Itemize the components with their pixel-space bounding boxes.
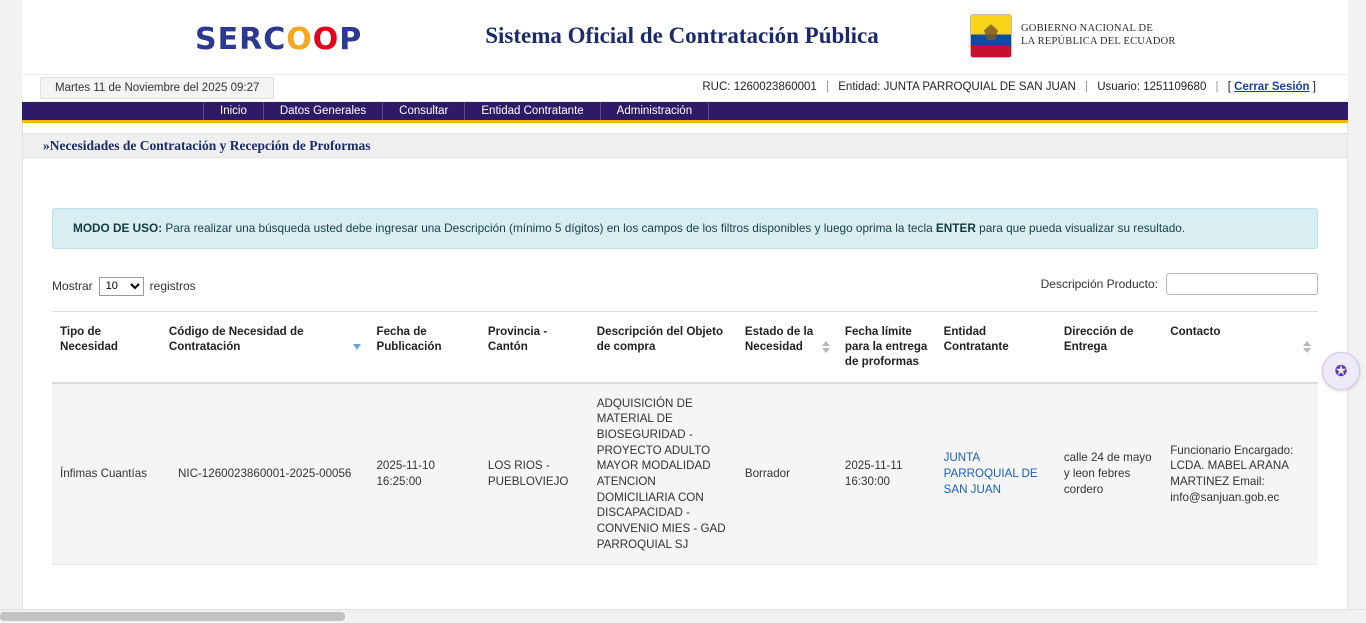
column-header-fecha-limite[interactable]: Fecha límite para la entrega de proformas	[837, 311, 936, 383]
user-label: Usuario:	[1097, 81, 1141, 93]
usage-notice-text-1: Para realizar una búsqueda usted debe ingresar una Descripción (mínimo 5 dígitos) en los campos de los filtros disponibles y luego oprima la tecla	[162, 221, 936, 235]
search-area	[1041, 273, 1318, 295]
cell-descripcion-objeto: ADQUISICIÓN DE MATERIAL DE BIOSEGURIDAD - PROYECTO ADULTO MAYOR MODALIDAD ATENCION DOMICILIARIA CON DISCAPACIDAD - CONVENIO MIES - GAD PARROQUIAL SJ	[589, 383, 737, 565]
nav-item-entidad-contratante[interactable]: Entidad Contratante	[465, 102, 600, 120]
session-details	[702, 81, 1316, 93]
logo-part-1: SERC	[195, 22, 287, 57]
session-info-bar	[22, 74, 1348, 102]
results-table	[52, 311, 1318, 566]
separator-2: |	[1085, 81, 1088, 93]
show-label: Mostrar	[52, 279, 93, 294]
column-header-contacto-label: Contacto	[1170, 324, 1221, 338]
cell-entidad-contratante[interactable]	[936, 383, 1056, 565]
page-size-select[interactable]	[99, 277, 144, 296]
page-title: Sistema Oficial de Contratación Pública	[485, 23, 879, 48]
entity-value: JUNTA PARROQUIAL DE SAN JUAN	[883, 81, 1076, 93]
cell-tipo-necesidad: Ínfimas Cuantías	[52, 383, 161, 565]
cell-codigo-necesidad: NIC-1260023860001-2025-00056	[161, 383, 369, 565]
entity-link[interactable]: JUNTA PARROQUIAL DE SAN JUAN	[943, 451, 1038, 496]
search-label: Descripción Producto:	[1040, 276, 1158, 291]
column-header-contacto[interactable]	[1162, 311, 1318, 383]
page-gutter-left	[0, 0, 23, 623]
site-header	[22, 0, 1348, 74]
horizontal-scrollbar-thumb[interactable]	[0, 612, 345, 621]
cell-contacto: Funcionario Encargado: LCDA. MABEL ARANA MARTINEZ Email: info@sanjuan.gob.ec	[1162, 383, 1318, 565]
column-header-provincia-canton[interactable]: Provincia - Cantón	[480, 311, 589, 383]
horizontal-scrollbar[interactable]	[0, 609, 1366, 623]
main-content	[22, 208, 1348, 565]
gov-line-1: GOBIERNO NACIONAL DE	[1021, 23, 1153, 35]
table-header-row	[52, 311, 1318, 383]
compass-icon: ✪	[1334, 362, 1348, 380]
user-value: 1251109680	[1143, 81, 1207, 93]
column-header-descripcion-objeto[interactable]: Descripción del Objeto de compra	[589, 311, 737, 383]
nav-item-consultar[interactable]: Consultar	[383, 102, 465, 120]
usage-notice-text-2: para que pueda visualizar su resultado.	[975, 221, 1186, 235]
cell-direccion-entrega: calle 24 de mayo y leon febres cordero	[1056, 383, 1162, 565]
table-row[interactable]	[52, 383, 1318, 565]
gov-line-2: LA REPÚBLICA DEL ECUADOR	[1021, 36, 1176, 47]
sercop-logo	[195, 22, 362, 57]
cell-fecha-limite: 2025-11-11 16:30:00	[837, 383, 936, 565]
table-controls	[52, 271, 1318, 305]
logout-bracket-close: ]	[1312, 81, 1316, 93]
usage-notice-label: MODO DE USO:	[73, 221, 163, 235]
page-content	[22, 0, 1348, 623]
cell-provincia-canton: LOS RIOS - PUEBLOVIEJO	[480, 383, 589, 565]
sort-ascending-icon[interactable]	[353, 340, 362, 354]
ruc-value: 1260023860001	[733, 81, 817, 93]
usage-notice	[52, 208, 1318, 249]
accessibility-widget-button[interactable]	[1322, 352, 1360, 390]
separator-1: |	[826, 81, 830, 93]
entries-selector	[52, 277, 196, 296]
nav-item-datos-generales[interactable]: Datos Generales	[264, 102, 383, 120]
results-table-body	[52, 383, 1318, 565]
government-badge-text	[1021, 23, 1176, 48]
column-header-codigo-necesidad[interactable]	[161, 311, 369, 383]
column-header-direccion-entrega[interactable]: Dirección de Entrega	[1056, 311, 1162, 383]
column-header-fecha-publicacion[interactable]: Fecha de Publicación	[368, 311, 479, 383]
main-navigation	[22, 102, 1348, 123]
entries-label: registros	[149, 279, 196, 294]
nav-item-administracion[interactable]: Administración	[601, 102, 709, 120]
column-header-estado-necesidad-label: Estado de la Necesidad	[744, 324, 814, 353]
separator-3: |	[1215, 81, 1219, 93]
section-heading: »Necesidades de Contratación y Recepción de Proformas	[22, 133, 1348, 158]
logo-part-2: P	[339, 22, 363, 57]
logo-o-red: O	[312, 22, 340, 57]
cell-fecha-publicacion: 2025-11-10 16:25:00	[368, 383, 479, 565]
column-header-codigo-necesidad-label: Código de Necesidad de Contratación	[168, 324, 304, 353]
entity-label: Entidad:	[838, 81, 881, 93]
results-table-head	[52, 311, 1318, 383]
government-badge	[970, 14, 1176, 58]
sort-toggle-icon-contacto[interactable]	[1303, 340, 1312, 354]
ecuador-coat-of-arms-icon	[970, 14, 1012, 58]
usage-notice-key: ENTER	[935, 221, 976, 235]
logout-link[interactable]: Cerrar Sesión	[1234, 81, 1310, 93]
cell-estado-necesidad: Borrador	[737, 383, 837, 565]
page-gutter-right	[1347, 0, 1366, 623]
column-header-entidad-contratante[interactable]: Entidad Contratante	[936, 311, 1056, 383]
ruc-label: RUC:	[702, 81, 731, 93]
column-header-estado-necesidad[interactable]	[737, 311, 837, 383]
column-header-tipo-necesidad[interactable]: Tipo de Necesidad	[52, 311, 161, 383]
search-input[interactable]	[1166, 273, 1318, 295]
logout-bracket-open: [	[1227, 81, 1231, 93]
sort-toggle-icon-estado[interactable]	[822, 340, 831, 354]
current-date: Martes 11 de Noviembre del 2025 09:27	[40, 77, 274, 99]
nav-item-inicio[interactable]: Inicio	[203, 102, 264, 120]
logo-o-yellow: O	[286, 22, 313, 57]
